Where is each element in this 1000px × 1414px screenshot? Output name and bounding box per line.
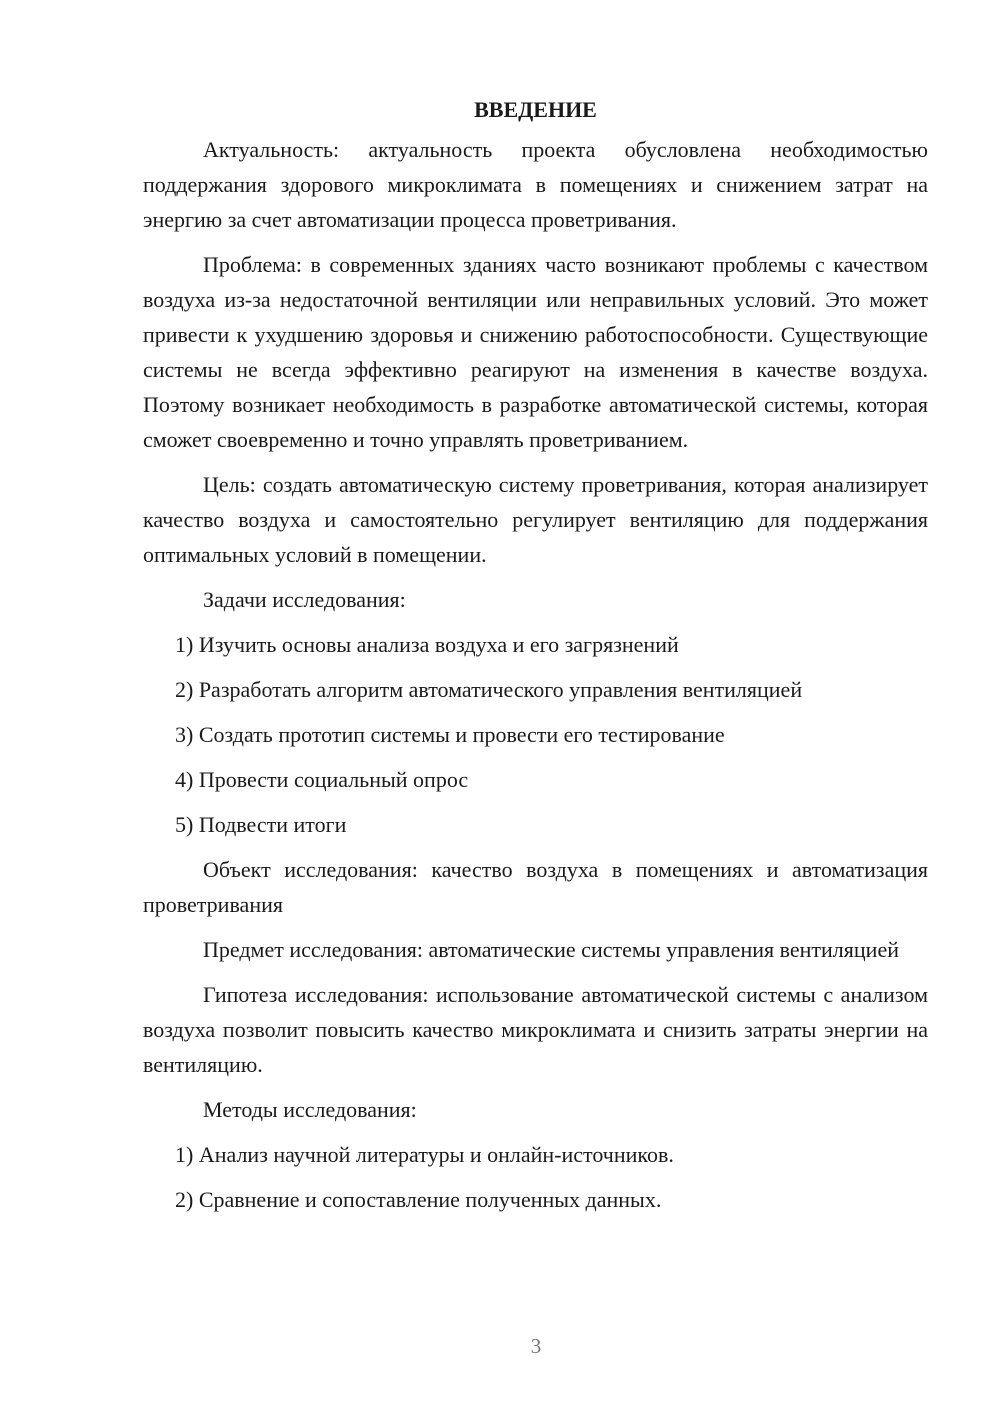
method-item-1: 1) Анализ научной литературы и онлайн-источников. (175, 1142, 674, 1167)
hypothesis-paragraph: Гипотеза исследования: использование автоматической системы с анализом воздуха позволит повысить качество микроклимата и снизить затраты энергии на вентиляцию. (143, 982, 928, 1077)
page-number: 3 (530, 1334, 542, 1358)
goal-paragraph: Цель: создать автоматическую систему проветривания, которая анализирует качество воздуха и самостоятельно регулирует вентиляцию для поддержания оптимальных условий в помещении. (143, 472, 928, 567)
methods-heading: Методы исследования: (203, 1097, 417, 1122)
methods-list (143, 1137, 928, 1217)
task-item-4: 4) Провести социальный опрос (175, 767, 469, 792)
relevance-paragraph: Актуальность: актуальность проекта обусловлена необходимостью поддержания здорового микроклимата в помещениях и снижением затрат на энергию за счет автоматизации процесса проветривания. (143, 137, 928, 232)
document-page (143, 92, 928, 1227)
tasks-list (143, 627, 928, 842)
task-item-2: 2) Разработать алгоритм автоматического управления вентиляцией (175, 677, 803, 702)
page-title: ВВЕДЕНИЕ (474, 97, 597, 122)
tasks-heading: Задачи исследования: (203, 587, 406, 612)
method-item-2: 2) Сравнение и сопоставление полученных данных. (175, 1187, 662, 1212)
subject-paragraph: Предмет исследования: автоматические системы управления вентиляцией (203, 937, 899, 962)
object-paragraph: Объект исследования: качество воздуха в помещениях и автоматизация проветривания (143, 857, 928, 917)
task-item-3: 3) Создать прототип системы и провести его тестирование (175, 722, 725, 747)
task-item-5: 5) Подвести итоги (175, 812, 347, 837)
problem-paragraph: Проблема: в современных зданиях часто возникают проблемы с качеством воздуха из-за недостаточной вентиляции или неправильных условий. Это может привести к ухудшению здоровья и снижению работоспособности. Существующие системы не всегда эффективно реагируют на изменения в качестве воздуха. Поэтому возникает необходимость в разработке автоматической системы, которая сможет своевременно и точно управлять проветриванием. (143, 252, 928, 452)
task-item-1: 1) Изучить основы анализа воздуха и его загрязнений (175, 632, 679, 657)
